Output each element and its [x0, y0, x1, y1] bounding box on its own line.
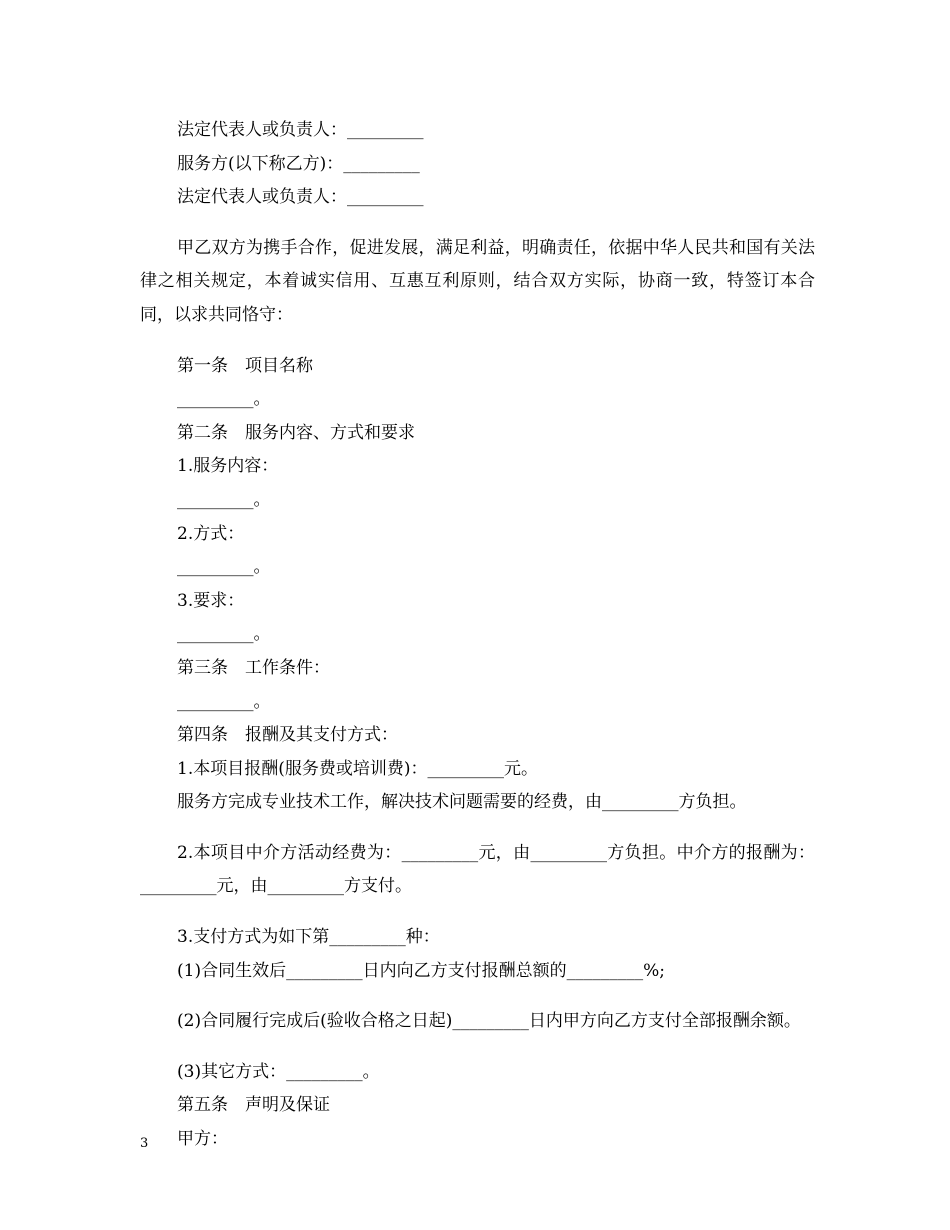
- payment-option-3: (3)其它方式：_________。: [177, 1061, 380, 1082]
- page-number: 3: [140, 1136, 149, 1151]
- payment-option-1: (1)合同生效后_________日内向乙方支付报酬总额的_________%;: [177, 960, 665, 981]
- article-2-heading: 第二条 服务内容、方式和要求: [177, 422, 415, 443]
- contract-body: [140, 114, 815, 1157]
- article-4-heading: 第四条 报酬及其支付方式：: [177, 725, 398, 746]
- article-1-blank: _________。: [177, 389, 271, 410]
- article-5-heading: 第五条 声明及保证: [177, 1095, 330, 1116]
- requirements-blank: _________。: [177, 624, 271, 645]
- legal-representative-line-2: 法定代表人或负责人：_________: [177, 187, 424, 208]
- intermediary-fee-paragraph: 2.本项目中介方活动经费为：_________元，由_________方负担。中介方的报酬为：_________元，由_________方支付。: [140, 842, 815, 897]
- preamble-paragraph: 甲乙双方为携手合作，促进发展，满足利益，明确责任，依据中华人民共和国有关法律之相关规定，本着诚实信用、互惠互利原则，结合双方实际，协商一致，特签订本合同，以求共同恪守：: [140, 237, 815, 325]
- requirements-label: 3.要求：: [177, 590, 245, 611]
- payment-method-line: 3.支付方式为如下第_________种：: [177, 927, 440, 948]
- method-label: 2.方式：: [177, 523, 245, 544]
- method-blank: _________。: [177, 557, 271, 578]
- legal-representative-line-1: 法定代表人或负责人：_________: [177, 120, 424, 140]
- service-party-line: 服务方(以下称乙方)：_________: [177, 153, 420, 174]
- article-3-heading: 第三条 工作条件：: [177, 657, 330, 678]
- service-content-blank: _________。: [177, 489, 271, 510]
- project-remuneration-line: 1.本项目报酬(服务费或培训费)：_________元。: [177, 758, 538, 779]
- service-content-label: 1.服务内容：: [177, 456, 279, 477]
- payment-option-2: (2)合同履行完成后(验收合格之日起)_________日内甲方向乙方支付全部报酬余额。: [177, 1011, 801, 1032]
- party-a-label: 甲方：: [177, 1129, 228, 1150]
- article-3-blank: _________。: [177, 691, 271, 712]
- article-1-heading: 第一条 项目名称: [177, 355, 313, 376]
- technical-cost-line: 服务方完成专业技术工作，解决技术问题需要的经费，由_________方负担。: [177, 792, 747, 813]
